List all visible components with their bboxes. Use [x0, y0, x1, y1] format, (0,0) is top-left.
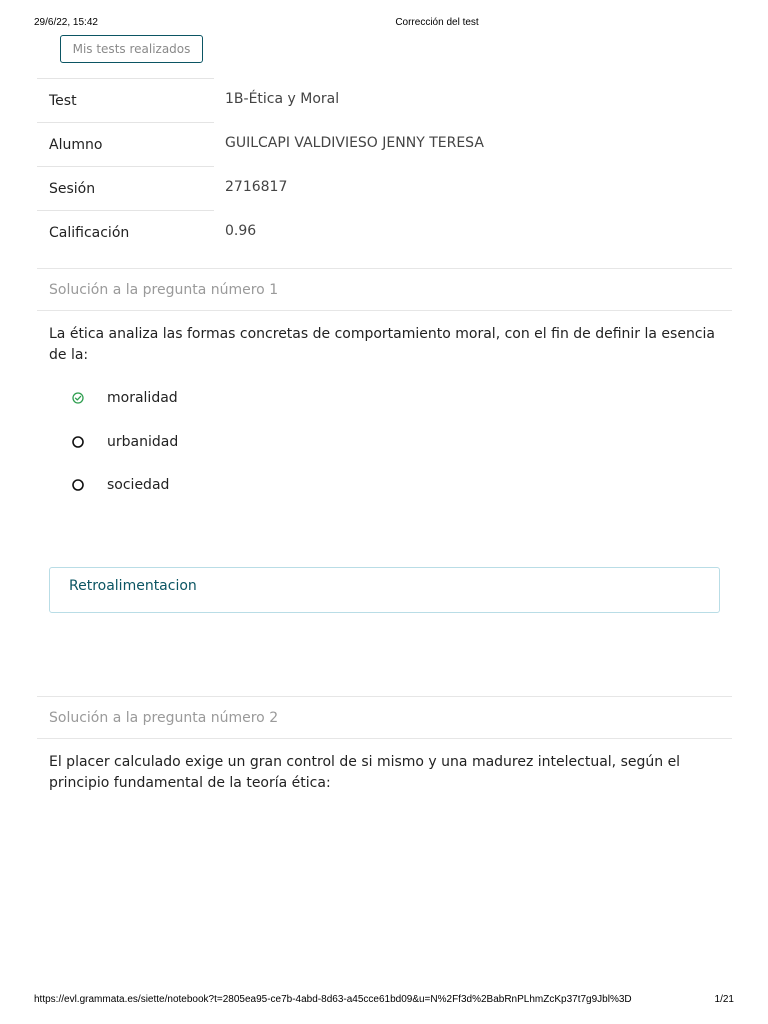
question-2-section: [37, 696, 732, 806]
question-text: La ética analiza las formas concretas de comportamiento moral, con el fin de definir la esencia de la:: [49, 326, 715, 363]
test-info-table: [37, 78, 732, 255]
info-label: Test: [37, 79, 214, 123]
print-header: [0, 17, 768, 31]
question-1-section: [37, 268, 732, 628]
my-tests-button[interactable]: Mis tests realizados: [60, 35, 203, 63]
print-title: Corrección del test: [395, 17, 479, 28]
question-text: El placer calculado exige un gran control de si mismo y una madurez intelectual, según el principio fundamental de la teoría ética:: [49, 754, 681, 791]
info-label: Calificación: [37, 211, 214, 255]
info-row-session: [37, 167, 732, 211]
info-value: 0.96: [225, 222, 257, 239]
print-page-number: 1/21: [714, 994, 734, 1005]
info-row-test: [37, 79, 732, 123]
print-url: https://evl.grammata.es/siette/notebook?t=2805ea95-ce7b-4abd-8d63-a45cce61bd09&u=N%2Ff3d%2BabRnPLhmZcKp37t7g9Jbl%3D: [34, 994, 632, 1005]
question-heading: Solución a la pregunta número 2: [37, 696, 732, 739]
radio-empty-icon: [72, 479, 84, 491]
info-value: GUILCAPI VALDIVIESO JENNY TERESA: [225, 134, 484, 151]
info-label: Alumno: [37, 123, 214, 167]
option-label: urbanidad: [107, 433, 179, 450]
info-label: Sesión: [37, 167, 214, 211]
option-label: moralidad: [107, 390, 178, 406]
feedback-toggle[interactable]: Retroalimentacion: [49, 567, 720, 613]
info-row-grade: [37, 211, 732, 255]
check-circle-icon: [72, 392, 84, 404]
info-value: 1B-Ética y Moral: [225, 90, 340, 107]
question-heading: Solución a la pregunta número 1: [37, 268, 732, 311]
print-footer: [0, 994, 768, 1008]
info-value: 2716817: [225, 178, 288, 195]
info-row-student: [37, 123, 732, 167]
radio-empty-icon: [72, 436, 84, 448]
print-datetime: 29/6/22, 15:42: [34, 17, 98, 28]
option-label: sociedad: [107, 477, 170, 493]
